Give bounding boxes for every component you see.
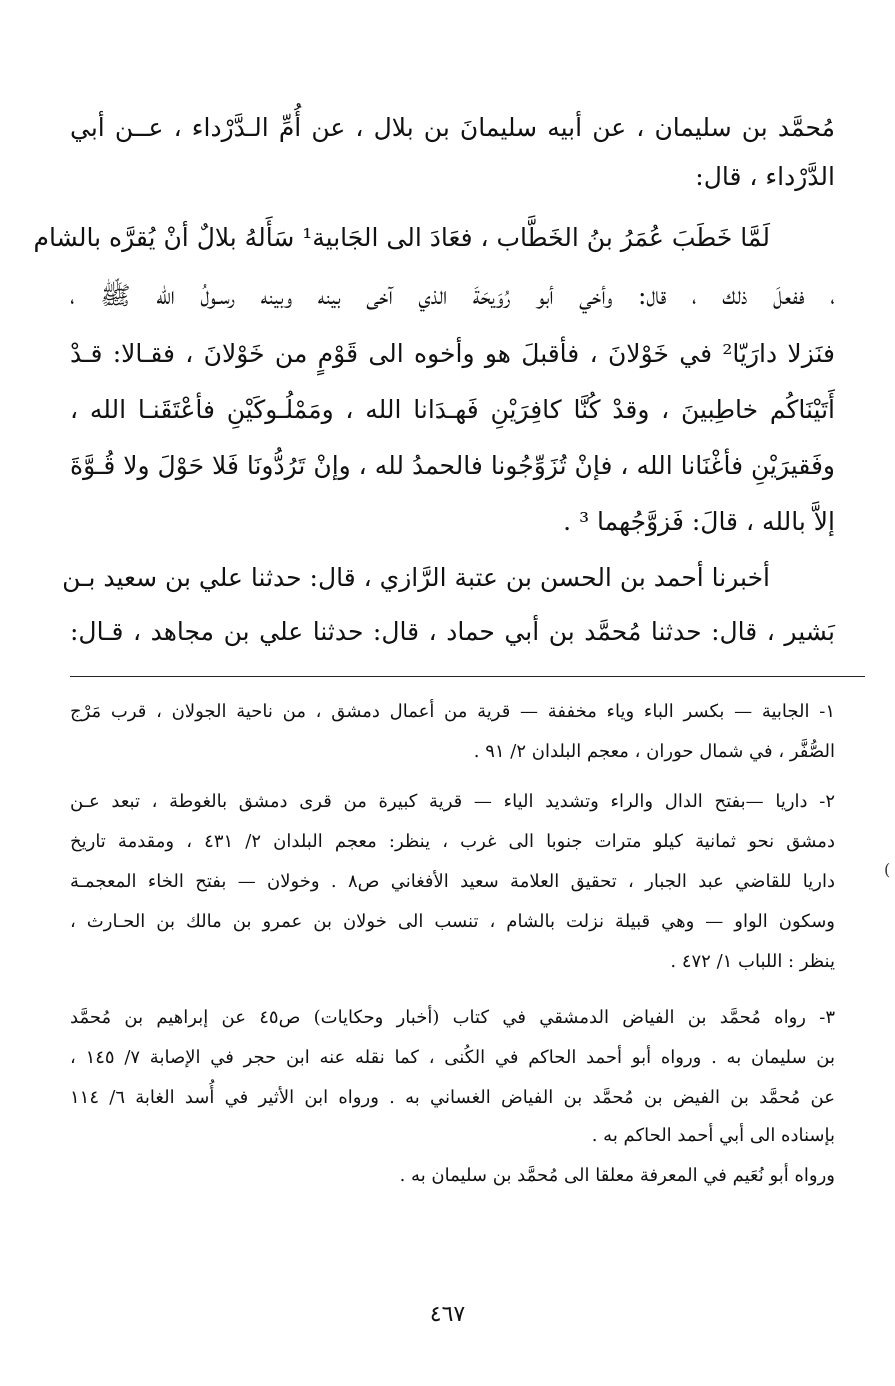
main-text-line: ، ففعلَ ذلك ، قال: وأخي أبو رُوَيحَةَ الذي آخى بينه وبينه رسـولُ الله ﷺ ،: [70, 281, 835, 310]
footnote-line: دمشق نحو ثمانية كيلو مترات جنوبا الى غرب ، ينظر: معجم البلدان ٢/ ٤٣١ ، ومقدمة تاريخ: [70, 831, 835, 852]
main-text-line: فنَزلا دارَيّا² في خَوْلانَ ، فأقبلَ هو وأخوه الى قَوْمٍ من خَوْلانَ ، فقـالا: قـدْ: [70, 339, 835, 368]
footnote-line: ينظر : اللباب ١/ ٤٧٢ .: [670, 951, 835, 972]
page-number: ٤٦٧: [429, 1302, 466, 1327]
main-text-line: وفَقيرَيْنِ فأغْنَانا الله ، فإنْ تُزَوِّجُونا فالحمدُ لله ، وإنْ تَرُدُّونَا فَلا حَوْلَ ولا قُـوَّةَ: [70, 451, 835, 480]
main-text-line: الدَّرْداء ، قال:: [695, 162, 835, 191]
main-text-line: لَمَّا خَطَبَ عُمَرُ بنُ الخَطَّاب ، فعَادَ الى الجَابية¹ سَأَلهُ بلالٌ أنْ يُقرَّه بالشام: [33, 223, 770, 252]
main-text-line: أَتَيْنَاكُم خاطِبينَ ، وقدْ كُنَّا كافِرَيْنِ فَهـدَانا الله ، ومَمْلُـوكَيْنِ فأعْتَقَنـا الله ،: [70, 395, 835, 424]
footnote-line: ٢- داريا —بفتح الدال والراء وتشديد الياء — قرية كبيرة من قرى دمشق بالغوطة ، تبعد عـن: [70, 791, 835, 812]
footnote-line: داريا للقاضي عبد الجبار ، تحقيق العلامة سعيد الأفغاني ص٨ . وخولان — بفتح الخاء المعجمـة: [70, 871, 835, 892]
footnote-line: ٣- رواه مُحمَّد بن الفياض الدمشقي في كتاب (أخبار وحكايات) ص٤٥ عن إبراهيم بن مُحمَّد: [70, 1007, 835, 1028]
footnote-line: عن مُحمَّد بن الفيض بن مُحمَّد بن الفياض الغساني به . ورواه ابن الأثير في أُسد الغابة ٦/ ١١٤: [70, 1087, 835, 1108]
footnote-line: الصُّفَّر ، في شمال حوران ، معجم البلدان ٢/ ٩١ .: [473, 741, 835, 762]
footnote-line: ورواه أبو نُعَيم في المعرفة معلقا الى مُحمَّد بن سليمان به .: [399, 1165, 835, 1186]
footnote-line: بن سليمان به . ورواه أبو أحمد الحاكم في الكُنى ، كما نقله عنه ابن حجر في الإصابة ٧/ ١٤٥ ،: [70, 1047, 835, 1068]
main-text-line: أخبرنا أحمد بن الحسن بن عتبة الرَّازي ، قال: حدثنا علي بن سعيد بـن: [62, 563, 770, 592]
footnote-line: وسكون الواو — وهي قبيلة نزلت بالشام ، تنسب الى خولان بن عمرو بن مالك بن الحـارث ،: [70, 911, 835, 932]
footnote-line: بإسناده الى أبي أحمد الحاكم به .: [591, 1125, 835, 1146]
main-text-line: بَشير ، قال: حدثنا مُحمَّد بن أبي حماد ، قال: حدثنا علي بن مجاهد ، قـال:: [70, 617, 835, 646]
footnote-line: ١- الجابية — بكسر الباء وياء مخففة — قرية من أعمال دمشق ، من ناحية الجولان ، قرب مَرْج: [70, 701, 835, 722]
margin-bracket-mark: (: [884, 860, 891, 879]
footnote-separator: [70, 676, 865, 677]
main-text-line: إلاَّ بالله ، قالَ: فَزوَّجُهما ³ .: [563, 507, 835, 536]
main-text-line: مُحمَّد بن سليمان ، عن أبيه سليمانَ بن بلال ، عن أُمِّ الـدَّرْداء ، عــن أبي: [70, 113, 835, 142]
